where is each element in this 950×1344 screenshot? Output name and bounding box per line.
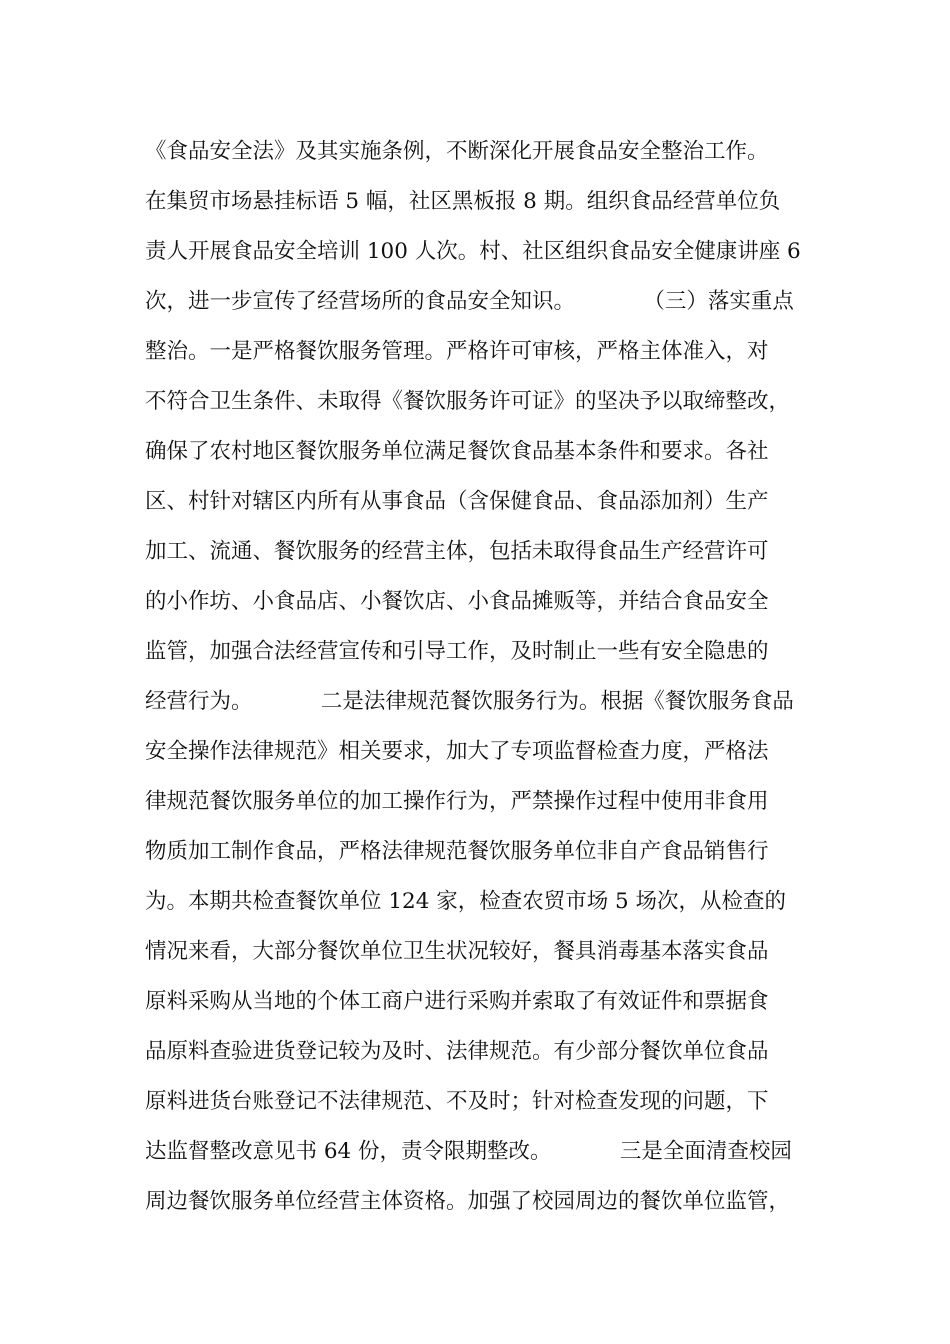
text-line: 律规范餐饮服务单位的加工操作行为，严禁操作过程中使用非食用 bbox=[145, 789, 769, 814]
text-line: 加工、流通、餐饮服务的经营主体，包括未取得食品生产经营许可 bbox=[145, 539, 769, 564]
text-line: 不符合卫生条件、未取得《餐饮服务许可证》的坚决予以取缔整改， bbox=[145, 389, 791, 414]
text-line: 周边餐饮服务单位经营主体资格。加强了校园周边的餐饮单位监管， bbox=[145, 1189, 791, 1214]
text-line: 为。本期共检查餐饮单位 124 家，检查农贸市场 5 场次，从检查的 bbox=[145, 889, 787, 914]
text-line: 经营行为。 二是法律规范餐饮服务行为。根据《餐饮服务食品 bbox=[145, 689, 794, 714]
text-line: 次，进一步宣传了经营场所的食品安全知识。 （三）落实重点 bbox=[145, 289, 794, 314]
text-line: 品原料查验进货登记较为及时、法律规范。有少部分餐饮单位食品 bbox=[145, 1039, 769, 1064]
text-line: 区、村针对辖区内所有从事食品（含保健食品、食品添加剂）生产 bbox=[145, 489, 769, 514]
text-line: 《食品安全法》及其实施条例，不断深化开展食品安全整治工作。 bbox=[145, 139, 769, 164]
text-line: 达监督整改意见书 64 份，责令限期整改。 三是全面清查校园 bbox=[145, 1139, 792, 1164]
text-line: 责人开展食品安全培训 100 人次。村、社区组织食品安全健康讲座 6 bbox=[145, 239, 801, 264]
text-line: 情况来看，大部分餐饮单位卫生状况较好，餐具消毒基本落实食品 bbox=[145, 939, 769, 964]
text-line: 的小作坊、小食品店、小餐饮店、小食品摊贩等，并结合食品安全 bbox=[145, 589, 769, 614]
text-line: 安全操作法律规范》相关要求，加大了专项监督检查力度，严格法 bbox=[145, 739, 769, 764]
text-line: 监管，加强合法经营宣传和引导工作，及时制止一些有安全隐患的 bbox=[145, 639, 769, 664]
text-line: 在集贸市场悬挂标语 5 幅，社区黑板报 8 期。组织食品经营单位负 bbox=[145, 189, 781, 214]
text-line: 确保了农村地区餐饮服务单位满足餐饮食品基本条件和要求。各社 bbox=[145, 439, 769, 464]
text-line: 物质加工制作食品，严格法律规范餐饮服务单位非自产食品销售行 bbox=[145, 839, 769, 864]
text-line: 原料采购从当地的个体工商户进行采购并索取了有效证件和票据食 bbox=[145, 989, 769, 1014]
text-line: 原料进货台账登记不法律规范、不及时；针对检查发现的问题，下 bbox=[145, 1089, 769, 1114]
text-line: 整治。一是严格餐饮服务管理。严格许可审核，严格主体准入，对 bbox=[145, 339, 769, 364]
